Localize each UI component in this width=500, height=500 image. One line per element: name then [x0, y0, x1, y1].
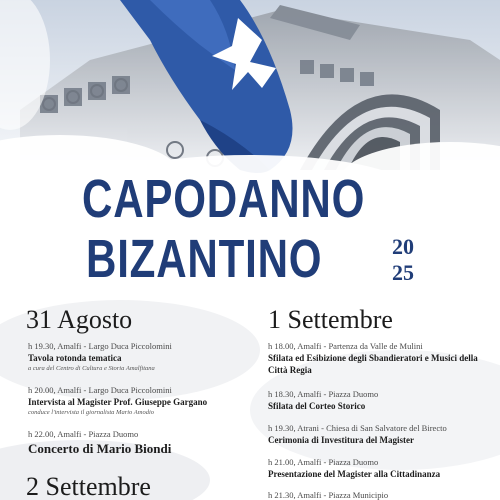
day-date-1-settembre: 1 Settembre: [268, 305, 393, 334]
event-time: h 19.30, Amalfi - Largo Duca Piccolomini: [28, 341, 172, 351]
event-name: Concerto di Mario Biondi: [28, 441, 172, 456]
event-time: h 21.00, Amalfi - Piazza Duomo: [268, 457, 379, 467]
event-name: Tavola rotonda tematica: [28, 353, 122, 363]
event-time: h 21.30, Amalfi - Piazza Municipio: [268, 490, 389, 500]
event-title: [0, 168, 500, 298]
day-date-31-agosto: 31 Agosto: [26, 305, 133, 334]
list-item: [28, 428, 171, 457]
event-name-continued: Città Regia: [268, 365, 312, 375]
title-line-2: BIZANTINO: [86, 229, 323, 289]
list-item: [268, 422, 447, 446]
event-note: a cura del Centro di Cultura e Storia Amalfitana: [28, 365, 155, 372]
list-item: [28, 384, 207, 417]
list-item: [268, 340, 478, 376]
event-time: h 22.00, Amalfi - Piazza Duomo: [28, 429, 139, 439]
event-name: Sfilata ed Esibizione degli Sbandieratori e Musici della: [268, 353, 478, 363]
event-time: h 18.00, Amalfi - Partenza da Valle de Mulini: [268, 341, 423, 351]
event-name: Intervista al Magister Prof. Giuseppe Gargano: [28, 397, 208, 407]
event-name: Sfilata del Corteo Storico: [268, 401, 366, 411]
event-name: Cerimonia di Investitura del Magister: [268, 435, 414, 445]
event-time: h 18.30, Amalfi - Piazza Duomo: [268, 389, 379, 399]
event-name: Presentazione del Magister alla Cittadinanza: [268, 469, 441, 479]
list-item: [268, 388, 378, 412]
event-time: h 19.30, Atrani - Chiesa di San Salvatore del Birecto: [268, 423, 447, 433]
event-note: conduce l'intervista il giornalista Mario Amodio: [28, 409, 155, 416]
title-line-1: CAPODANNO: [82, 169, 366, 229]
year-bottom: 25: [392, 260, 414, 285]
list-item: [268, 456, 440, 480]
year-top: 20: [392, 234, 414, 259]
list-item: [28, 340, 172, 373]
day-date-2-settembre: 2 Settembre: [26, 472, 151, 500]
event-time: h 20.00, Amalfi - Largo Duca Piccolomini: [28, 385, 172, 395]
list-item: [268, 489, 388, 500]
